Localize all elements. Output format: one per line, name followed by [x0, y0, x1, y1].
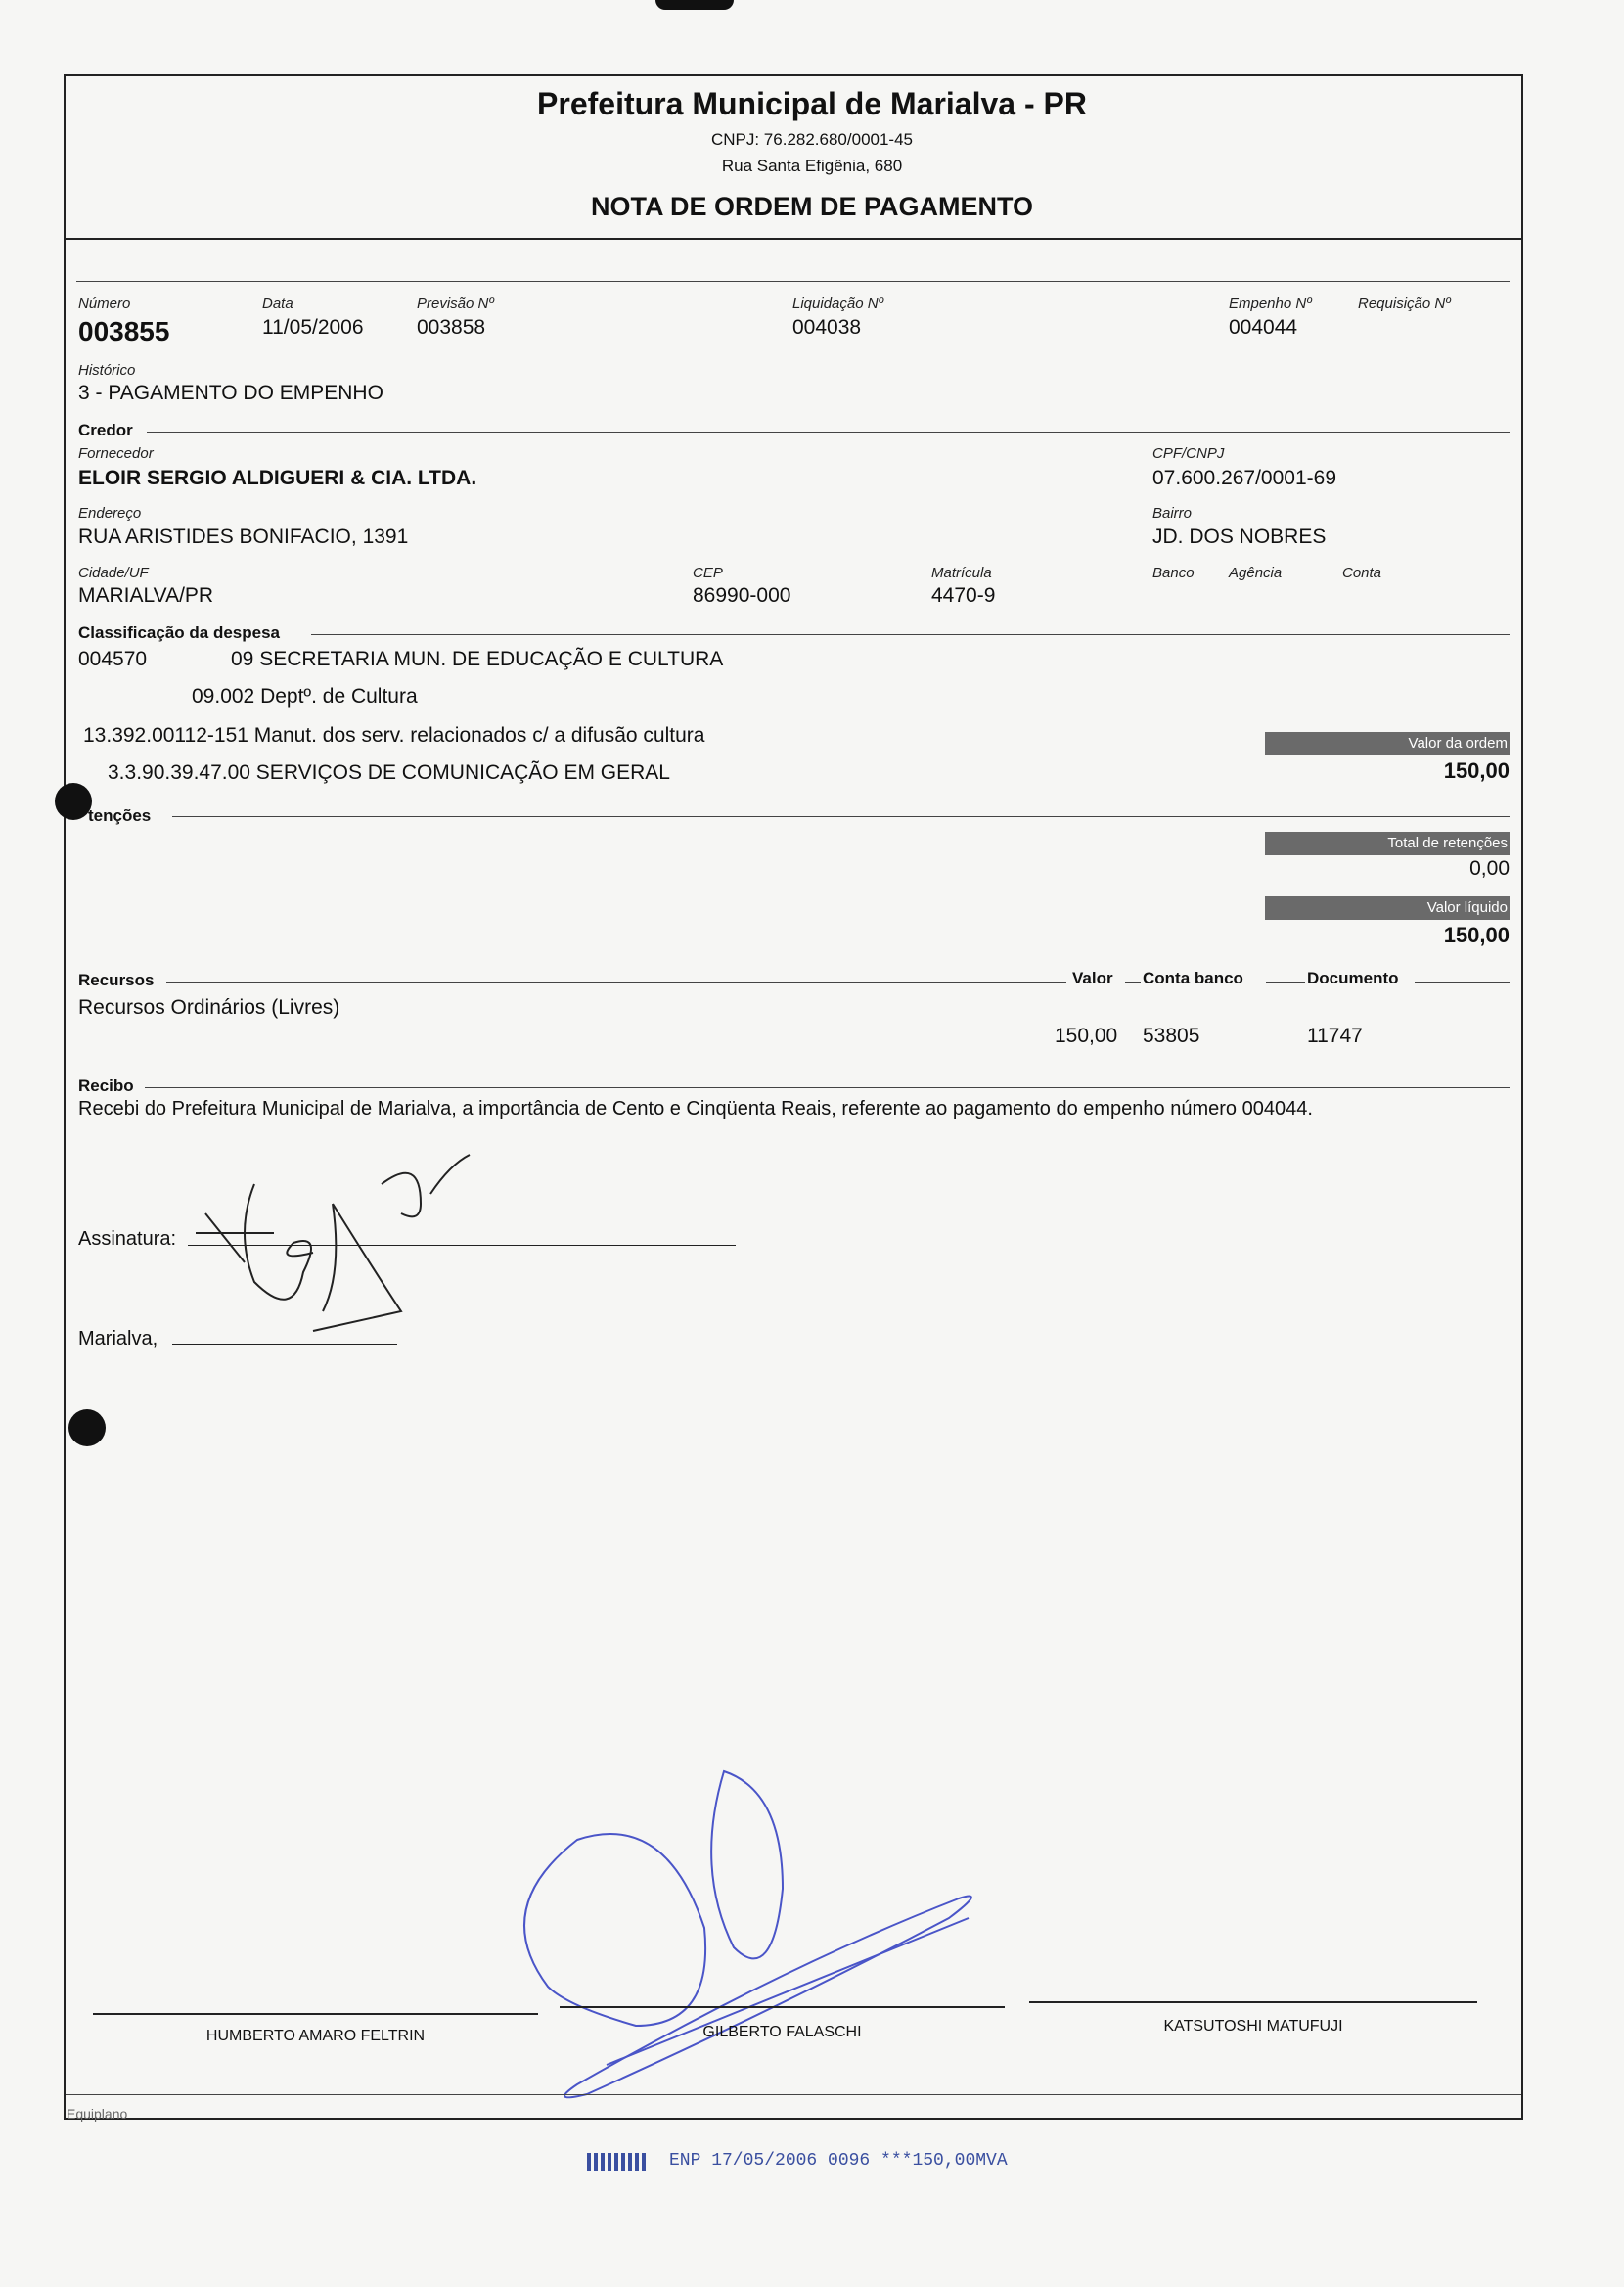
cidade-label: Cidade/UF — [78, 565, 149, 581]
document-title: NOTA DE ORDEM DE PAGAMENTO — [590, 192, 1033, 221]
classificacao-code: 004570 — [78, 648, 148, 670]
recursos-valor-label: Valor — [1072, 969, 1113, 987]
credor-section: Credor — [78, 421, 133, 439]
retencoes-section: tenções — [88, 806, 152, 825]
recursos-rule-3 — [1266, 982, 1305, 983]
bottom-rule — [66, 2094, 1521, 2095]
historico-label: Histórico — [78, 362, 136, 379]
municipality-title: Prefeitura Municipal de Marialva - PR — [537, 86, 1087, 121]
matricula-label: Matrícula — [931, 565, 992, 581]
empenho-value: 004044 — [1229, 316, 1298, 339]
retencoes-rule — [172, 816, 1510, 817]
recibo-section: Recibo — [78, 1076, 134, 1095]
classificacao-section: Classificação da despesa — [78, 623, 281, 642]
historico-value: 3 - PAGAMENTO DO EMPENHO — [78, 382, 383, 404]
cep-label: CEP — [693, 565, 723, 581]
classificacao-rule — [311, 634, 1510, 635]
punch-hole — [55, 783, 92, 820]
recursos-descricao: Recursos Ordinários (Livres) — [78, 996, 340, 1019]
endereco-value: RUA ARISTIDES BONIFACIO, 1391 — [78, 526, 409, 548]
recursos-section: Recursos — [78, 971, 155, 989]
address-text: Rua Santa Efigênia, 680 — [721, 157, 903, 175]
valor-ordem-value: 150,00 — [1443, 758, 1510, 783]
recursos-rule-4 — [1415, 982, 1510, 983]
signatory-2: GILBERTO FALASCHI — [702, 2024, 862, 2040]
previsao-label: Previsão Nº — [417, 296, 494, 312]
valor-ordem-label: Valor da ordem — [1265, 732, 1510, 755]
cep-value: 86990-000 — [693, 584, 791, 607]
signatory-1: HUMBERTO AMARO FELTRIN — [205, 2028, 426, 2044]
recursos-documento: 11747 — [1307, 1025, 1363, 1047]
receipt-signature-icon — [186, 1125, 479, 1350]
recursos-conta: 53805 — [1143, 1025, 1200, 1047]
blue-signature-icon — [489, 1752, 998, 2114]
cpf-value: 07.600.267/0001-69 — [1152, 467, 1337, 489]
liquidacao-value: 004038 — [792, 316, 862, 339]
recibo-rule — [145, 1087, 1510, 1088]
recibo-text: Recebi do Prefeitura Municipal de Marialva, a importância de Cento e Cinqüenta Reais, referente ao pagamento do empenho número 004044. — [78, 1098, 1313, 1120]
recursos-valor: 150,00 — [1055, 1025, 1118, 1047]
fornecedor-label: Fornecedor — [78, 445, 154, 462]
total-retencoes-label: Total de retenções — [1265, 832, 1510, 855]
recursos-rule-2 — [1125, 982, 1141, 983]
signature-line-2 — [560, 2006, 1005, 2008]
fornecedor-value: ELOIR SERGIO ALDIGUERI & CIA. LTDA. — [78, 467, 477, 489]
numero-value: 003855 — [78, 316, 170, 346]
conta-label: Conta — [1342, 565, 1382, 581]
banco-label: Banco — [1152, 565, 1195, 581]
bairro-value: JD. DOS NOBRES — [1152, 526, 1327, 548]
scan-mark — [655, 0, 734, 10]
recursos-rule — [166, 982, 1066, 983]
empenho-label: Empenho Nº — [1229, 296, 1312, 312]
classificacao-line2: 09.002 Deptº. de Cultura — [192, 685, 418, 708]
liquidacao-label: Liquidação Nº — [792, 296, 884, 312]
total-retencoes-value: 0,00 — [1469, 857, 1510, 880]
valor-liquido-label: Valor líquido — [1265, 896, 1510, 920]
data-label: Data — [262, 296, 293, 312]
assinatura-label: Assinatura: — [78, 1228, 177, 1250]
classificacao-line4: 3.3.90.39.47.00 SERVIÇOS DE COMUNICAÇÃO EM GERAL — [108, 761, 670, 784]
previsao-value: 003858 — [417, 316, 486, 339]
cnpj-text: CNPJ: 76.282.680/0001-45 — [710, 130, 914, 149]
credor-rule — [147, 432, 1510, 433]
punch-hole-2 — [68, 1409, 106, 1446]
matricula-value: 4470-9 — [931, 584, 996, 607]
local-label: Marialva, — [78, 1328, 158, 1349]
endereco-label: Endereço — [78, 505, 142, 522]
signatory-3: KATSUTOSHI MATUFUJI — [1163, 2018, 1343, 2035]
bairro-label: Bairro — [1152, 505, 1193, 522]
valor-liquido-value: 150,00 — [1443, 923, 1510, 947]
signature-line-1 — [93, 2013, 538, 2015]
header-separator — [64, 238, 1523, 240]
data-value: 11/05/2006 — [262, 316, 364, 339]
cpf-label: CPF/CNPJ — [1152, 445, 1225, 462]
signature-line-3 — [1029, 2001, 1477, 2003]
numero-label: Número — [78, 296, 131, 312]
requisicao-label: Requisição Nº — [1358, 296, 1451, 312]
top-rule — [76, 281, 1510, 282]
stamp-icon — [587, 2153, 646, 2171]
software-label: Equiplano — [67, 2106, 128, 2122]
classificacao-line1: 09 SECRETARIA MUN. DE EDUCAÇÃO E CULTURA — [231, 648, 724, 670]
classificacao-line3: 13.392.00112-151 Manut. dos serv. relacionados c/ a difusão cultura — [83, 724, 705, 747]
recursos-conta-label: Conta banco — [1143, 969, 1243, 987]
agencia-label: Agência — [1229, 565, 1283, 581]
recursos-documento-label: Documento — [1307, 969, 1399, 987]
cidade-value: MARIALVA/PR — [78, 584, 214, 607]
payment-stamp: ENP 17/05/2006 0096 ***150,00MVA — [669, 2151, 1008, 2171]
